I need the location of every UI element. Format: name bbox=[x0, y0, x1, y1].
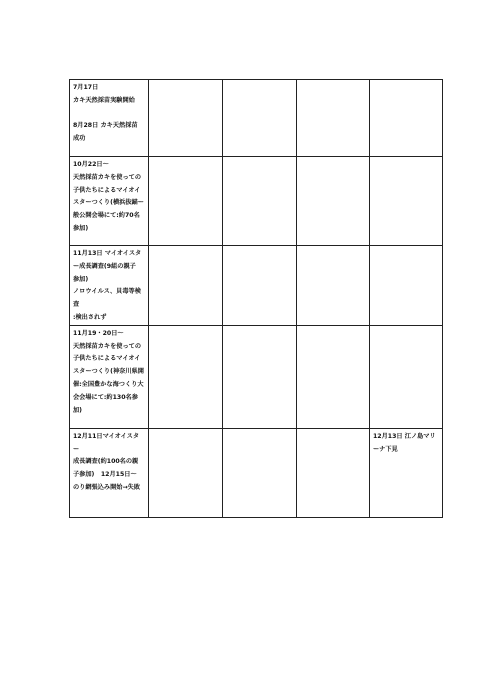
table-cell bbox=[70, 246, 149, 326]
table-cell bbox=[149, 80, 223, 157]
table-row bbox=[70, 157, 443, 246]
cell-text-line: 催:全国豊かな海つくり大 bbox=[73, 380, 144, 388]
table-cell bbox=[223, 157, 297, 246]
cell-text-line: 加) bbox=[73, 406, 83, 414]
cell-text-line: 天然採苗カキを使っての bbox=[73, 342, 142, 350]
cell-text-line: ーナ下見 bbox=[373, 445, 398, 453]
table-body bbox=[70, 80, 443, 518]
table-cell bbox=[149, 325, 223, 428]
cell-text-line: のり網張込み開始→失敗 bbox=[73, 483, 141, 491]
table-row bbox=[70, 246, 443, 326]
cell-text-line: スターつくり(神奈川県開 bbox=[73, 368, 144, 376]
table-row bbox=[70, 428, 443, 517]
table-cell bbox=[297, 246, 370, 326]
cell-text-line: カキ天然採苗実験開始 bbox=[73, 96, 135, 104]
cell-text-line: 8月28日 カキ天然採苗 bbox=[73, 122, 138, 130]
table-cell bbox=[70, 80, 149, 157]
cell-text-line: 11月19・20日～ bbox=[73, 329, 124, 337]
table-cell bbox=[370, 428, 443, 517]
table-cell bbox=[70, 325, 149, 428]
table-cell bbox=[370, 325, 443, 428]
table-cell bbox=[370, 157, 443, 246]
cell-text-line: :検出されず bbox=[73, 313, 107, 321]
table-cell bbox=[149, 157, 223, 246]
table-cell bbox=[297, 157, 370, 246]
cell-text-line: 10月22日～ bbox=[73, 161, 109, 168]
cell-text-line: 11月13日 マイオイスタ bbox=[73, 250, 142, 257]
cell-text-line: 12月13日 江ノ島マリ bbox=[373, 432, 436, 440]
table-cell bbox=[149, 428, 223, 517]
cell-text-line: 会会場にて:約130名参 bbox=[73, 393, 138, 401]
table-cell bbox=[223, 325, 297, 428]
table-row bbox=[70, 325, 443, 428]
table-cell bbox=[370, 80, 443, 157]
table-cell bbox=[70, 157, 149, 246]
cell-text-line: 参加) bbox=[73, 224, 89, 232]
cell-text-line bbox=[73, 108, 145, 121]
table-cell bbox=[223, 246, 297, 326]
cell-text-line: 参加) bbox=[73, 275, 89, 283]
table-cell bbox=[370, 246, 443, 326]
table-cell bbox=[297, 428, 370, 517]
table-cell bbox=[223, 80, 297, 157]
cell-text-line: ノロウイルス、貝毒等検査 bbox=[73, 288, 141, 309]
cell-text-line: 成功 bbox=[73, 135, 86, 143]
table-cell bbox=[70, 428, 149, 517]
cell-text-line: 子供たちによるマイオイ bbox=[73, 355, 141, 363]
cell-text-line: 7月17日 bbox=[73, 84, 99, 91]
table-cell bbox=[223, 428, 297, 517]
activity-log-table bbox=[69, 79, 443, 518]
cell-text-line: 成長調査(約100名の親 bbox=[73, 458, 139, 466]
table-cell bbox=[297, 80, 370, 157]
table-cell bbox=[297, 325, 370, 428]
cell-text-line: ー成長調査(9組の親子 bbox=[73, 262, 136, 270]
table-cell bbox=[149, 246, 223, 326]
table-row bbox=[70, 80, 443, 157]
cell-text-line: 子参加) 12月15日～ bbox=[73, 471, 137, 479]
cell-text-line: 12月11日マイオイスター bbox=[73, 432, 140, 453]
cell-text-line: 天然採苗カキを使っての bbox=[73, 173, 142, 181]
cell-text-line: 子供たちによるマイオイ bbox=[73, 186, 141, 194]
cell-text-line: 般公開会場にて:約70名 bbox=[73, 212, 140, 220]
cell-text-line: スターつくり(横浜抜錨ー bbox=[73, 199, 144, 207]
